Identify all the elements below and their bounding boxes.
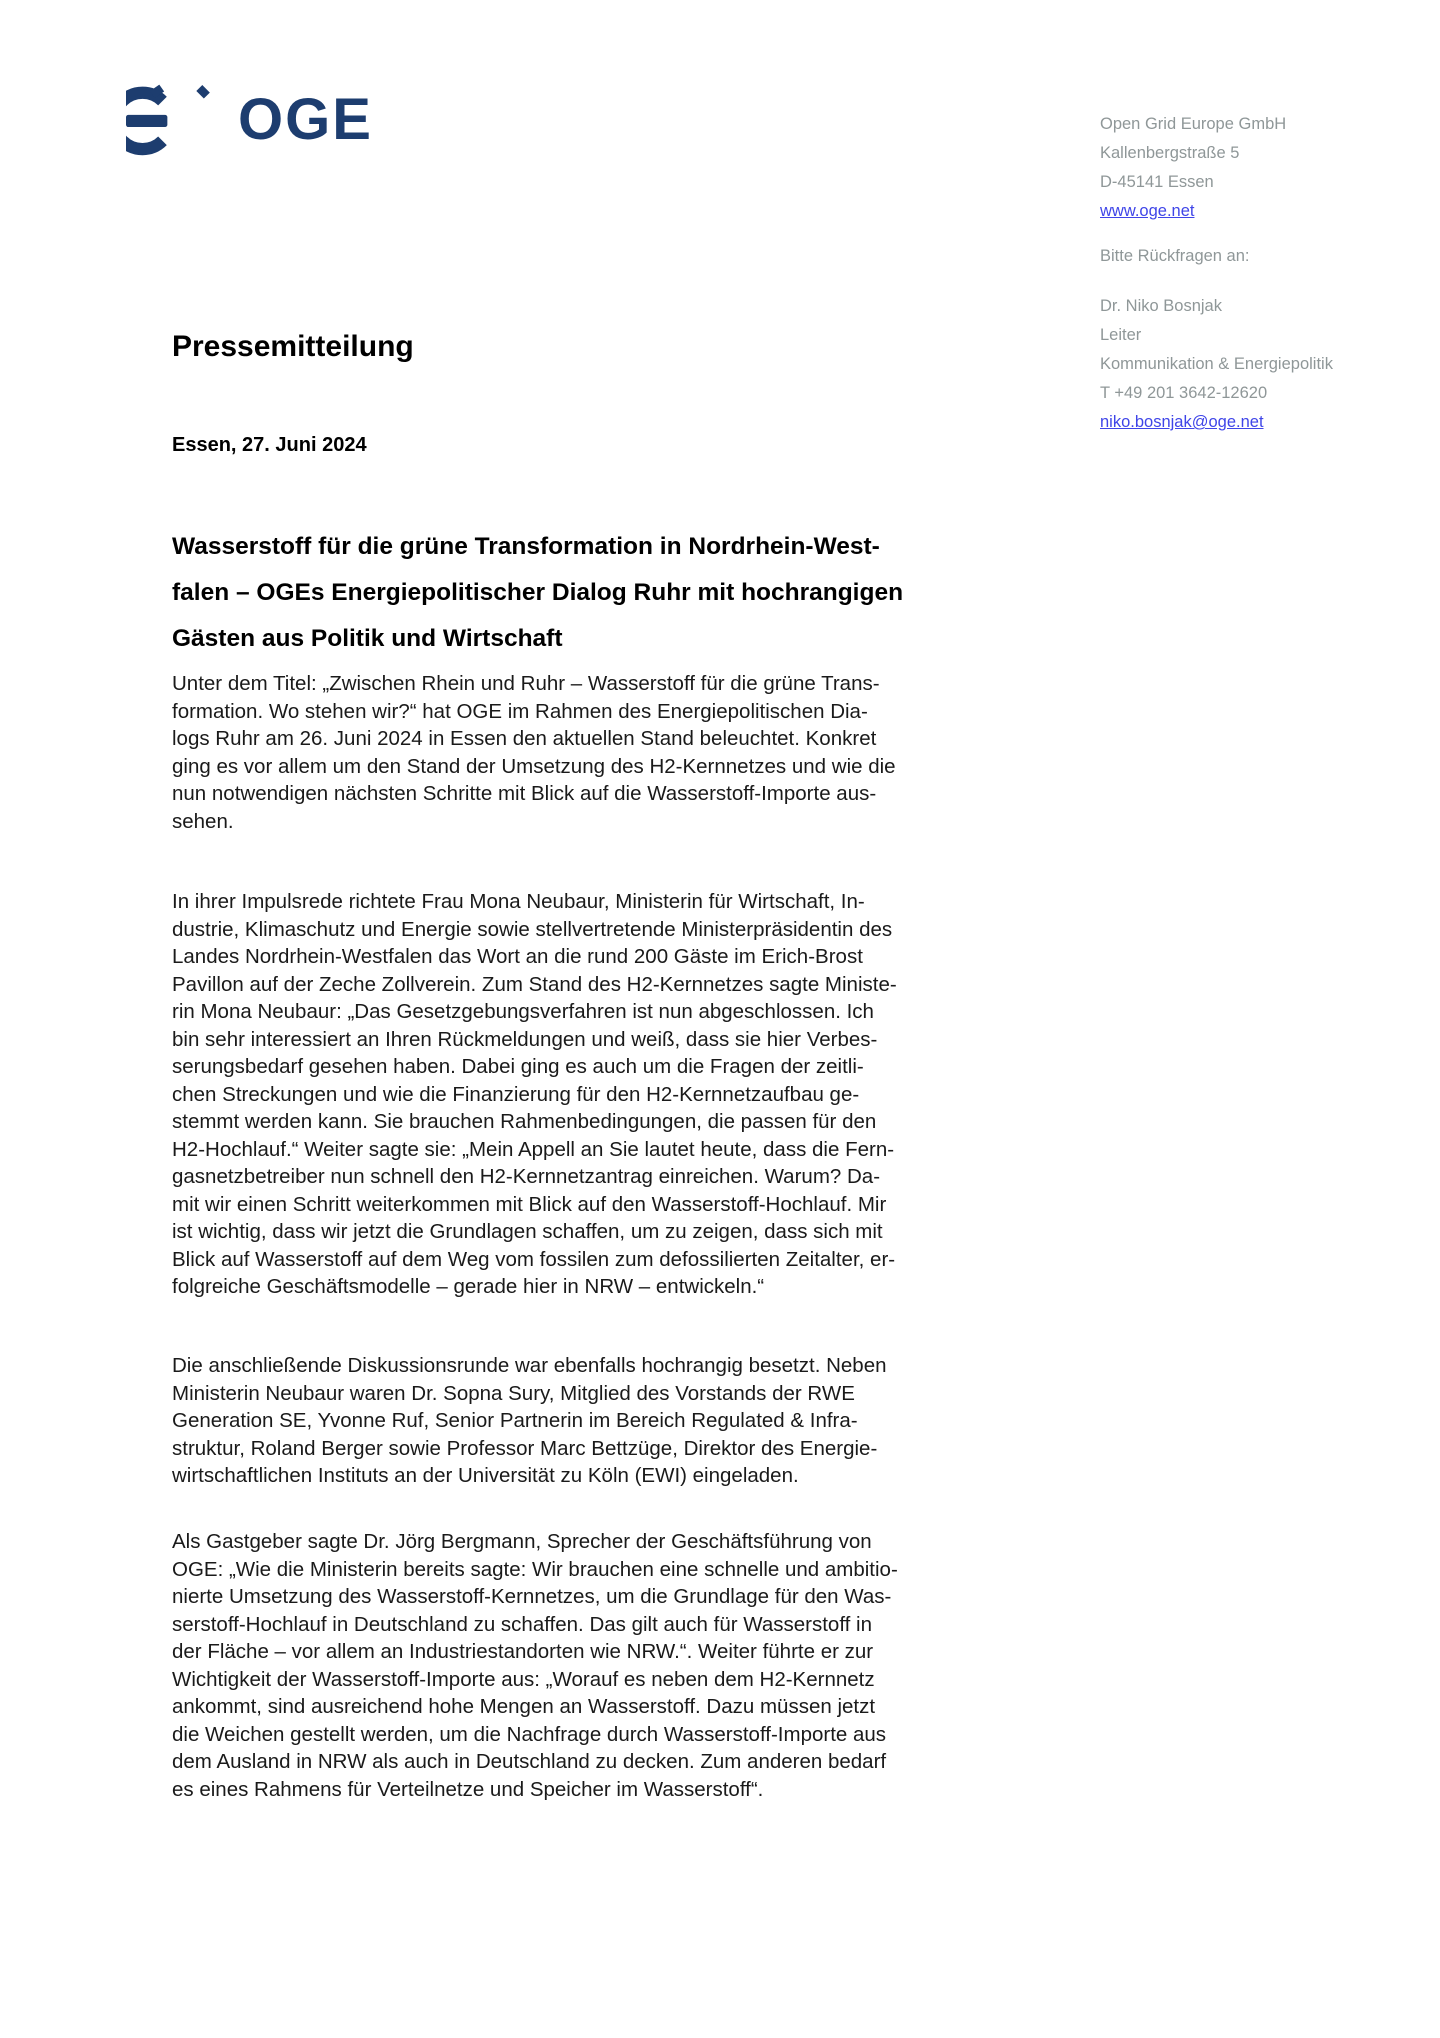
text-line: serungsbedarf gesehen haben. Dabei ging es auch um die Fragen der zeitli- bbox=[172, 1055, 864, 1078]
text-line: dem Ausland in NRW als auch in Deutschland zu decken. Zum anderen bedarf bbox=[172, 1750, 887, 1773]
text-line: gasnetzbetreiber nun schnell den H2-Kernnetzantrag einreichen. Warum? Da- bbox=[172, 1165, 881, 1188]
text-line: T +49 201 3642-12620 bbox=[1100, 384, 1268, 402]
website-link[interactable]: www.oge.net bbox=[1100, 202, 1195, 220]
text-line: falen – OGEs Energiepolitischer Dialog Ruhr mit hochrangigen bbox=[172, 579, 904, 606]
oge-logo-icon bbox=[126, 80, 220, 160]
text-line: serstoff-Hochlauf in Deutschland zu schaffen. Das gilt auch für Wasserstoff in bbox=[172, 1612, 873, 1636]
text-line: ist wichtig, dass wir jetzt die Grundlagen schaffen, um zu zeigen, dass sich mit bbox=[172, 1220, 883, 1243]
text-line: mit wir einen Schritt weiterkommen mit Blick auf den Wasserstoff-Hochlauf. Mir bbox=[172, 1192, 887, 1216]
contact-intro: Bitte Rückfragen an: bbox=[1100, 247, 1250, 265]
paragraph-neubaur-speech bbox=[172, 888, 897, 1301]
text-line: Als Gastgeber sagte Dr. Jörg Bergmann, Sprecher der Geschäftsführung von bbox=[172, 1530, 872, 1553]
text-line: Generation SE, Yvonne Ruf, Senior Partnerin im Bereich Regulated & Infra- bbox=[172, 1409, 858, 1432]
dateline: Essen, 27. Juni 2024 bbox=[172, 434, 367, 456]
text-line: Die anschließende Diskussionsrunde war ebenfalls hochrangig besetzt. Neben bbox=[172, 1354, 887, 1377]
paragraph-intro bbox=[172, 670, 896, 835]
text-line: rin Mona Neubaur: „Das Gesetzgebungsverfahren ist nun abgeschlossen. Ich bbox=[172, 1000, 874, 1023]
text-line: H2-Hochlauf.“ Weiter sagte sie: „Mein Appell an Sie lautet heute, dass die Fern- bbox=[172, 1137, 895, 1161]
email-link[interactable]: niko.bosnjak@oge.net bbox=[1100, 413, 1264, 431]
text-line: nierte Umsetzung des Wasserstoff-Kernnetzes, um die Grundlage für den Was- bbox=[172, 1585, 892, 1608]
text-line: ging es vor allem um den Stand der Umsetzung des H2-Kernnetzes und wie die bbox=[172, 754, 896, 778]
text-line: stemmt werden kann. Sie brauchen Rahmenbedingungen, die passen für den bbox=[172, 1110, 877, 1133]
text-line: Kallenbergstraße 5 bbox=[1100, 144, 1240, 162]
oge-logo bbox=[126, 80, 373, 160]
text-line: ankommt, sind ausreichend hohe Mengen an Wasserstoff. Dazu müssen jetzt bbox=[172, 1695, 876, 1718]
text-line: Landes Nordrhein-Westfalen das Wort an die rund 200 Gäste im Erich-Brost bbox=[172, 945, 863, 968]
text-line: Leiter bbox=[1100, 326, 1142, 344]
contact-person bbox=[1100, 292, 1420, 408]
paragraph-panel bbox=[172, 1352, 887, 1490]
headline bbox=[172, 524, 903, 662]
text-line: dustrie, Klimaschutz und Energie sowie stellvertretende Ministerpräsidentin des bbox=[172, 917, 893, 941]
text-line: Open Grid Europe GmbH bbox=[1100, 115, 1287, 133]
text-line: bin sehr interessiert an Ihren Rückmeldungen und weiß, dass sie hier Verbes- bbox=[172, 1027, 878, 1051]
text-line: sehen. bbox=[172, 809, 234, 833]
text-line: D-45141 Essen bbox=[1100, 173, 1214, 191]
document-type-heading: Pressemitteilung bbox=[172, 330, 414, 363]
text-line: chen Streckungen und wie die Finanzierung für den H2-Kernnetzaufbau ge- bbox=[172, 1082, 860, 1106]
text-line: Pavillon auf der Zeche Zollverein. Zum Stand des H2-Kernnetzes sagte Ministe- bbox=[172, 972, 897, 996]
text-line: Wasserstoff für die grüne Transformation in Nordrhein-West- bbox=[172, 533, 880, 560]
text-line: Wichtigkeit der Wasserstoff-Importe aus: „Worauf es neben dem H2-Kernnetz bbox=[172, 1667, 875, 1691]
text-line: In ihrer Impulsrede richtete Frau Mona Neubaur, Ministerin für Wirtschaft, In- bbox=[172, 890, 865, 913]
company-address bbox=[1100, 110, 1420, 197]
text-line: es eines Rahmens für Verteilnetze und Speicher im Wasserstoff“. bbox=[172, 1777, 764, 1801]
text-line: folgreiche Geschäftsmodelle – gerade hier in NRW – entwickeln.“ bbox=[172, 1275, 765, 1298]
text-line: OGE: „Wie die Ministerin bereits sagte: Wir brauchen eine schnelle und ambitio- bbox=[172, 1557, 898, 1581]
text-line: Kommunikation & Energiepolitik bbox=[1100, 355, 1333, 373]
text-line: logs Ruhr am 26. Juni 2024 in Essen den aktuellen Stand beleuchtet. Konkret bbox=[172, 727, 877, 750]
text-line: Ministerin Neubaur waren Dr. Sopna Sury, Mitglied des Vorstands der RWE bbox=[172, 1381, 855, 1405]
text-line: Blick auf Wasserstoff auf dem Weg vom fossilen zum defossilierten Zeitalter, er- bbox=[172, 1247, 896, 1271]
text-line: nun notwendigen nächsten Schritte mit Blick auf die Wasserstoff-Importe aus- bbox=[172, 782, 877, 805]
paragraph-bergmann-quote bbox=[172, 1528, 898, 1803]
oge-logo-text: OGE bbox=[238, 87, 373, 152]
text-line: Dr. Niko Bosnjak bbox=[1100, 297, 1222, 315]
text-line: der Fläche – vor allem an Industriestandorten wie NRW.“. Weiter führte er zur bbox=[172, 1640, 874, 1663]
text-line: struktur, Roland Berger sowie Professor Marc Bettzüge, Direktor des Energie- bbox=[172, 1436, 878, 1460]
text-line: die Weichen gestellt werden, um die Nachfrage durch Wasserstoff-Importe aus bbox=[172, 1722, 887, 1746]
text-line: wirtschaftlichen Instituts an der Universität zu Köln (EWI) eingeladen. bbox=[172, 1464, 799, 1487]
text-line: Gästen aus Politik und Wirtschaft bbox=[172, 625, 563, 652]
text-line: formation. Wo stehen wir?“ hat OGE im Rahmen des Energiepolitischen Dia- bbox=[172, 699, 868, 723]
contact-sidebar bbox=[1100, 110, 1420, 437]
text-line: Unter dem Titel: „Zwischen Rhein und Ruhr – Wasserstoff für die grüne Trans- bbox=[172, 672, 880, 695]
